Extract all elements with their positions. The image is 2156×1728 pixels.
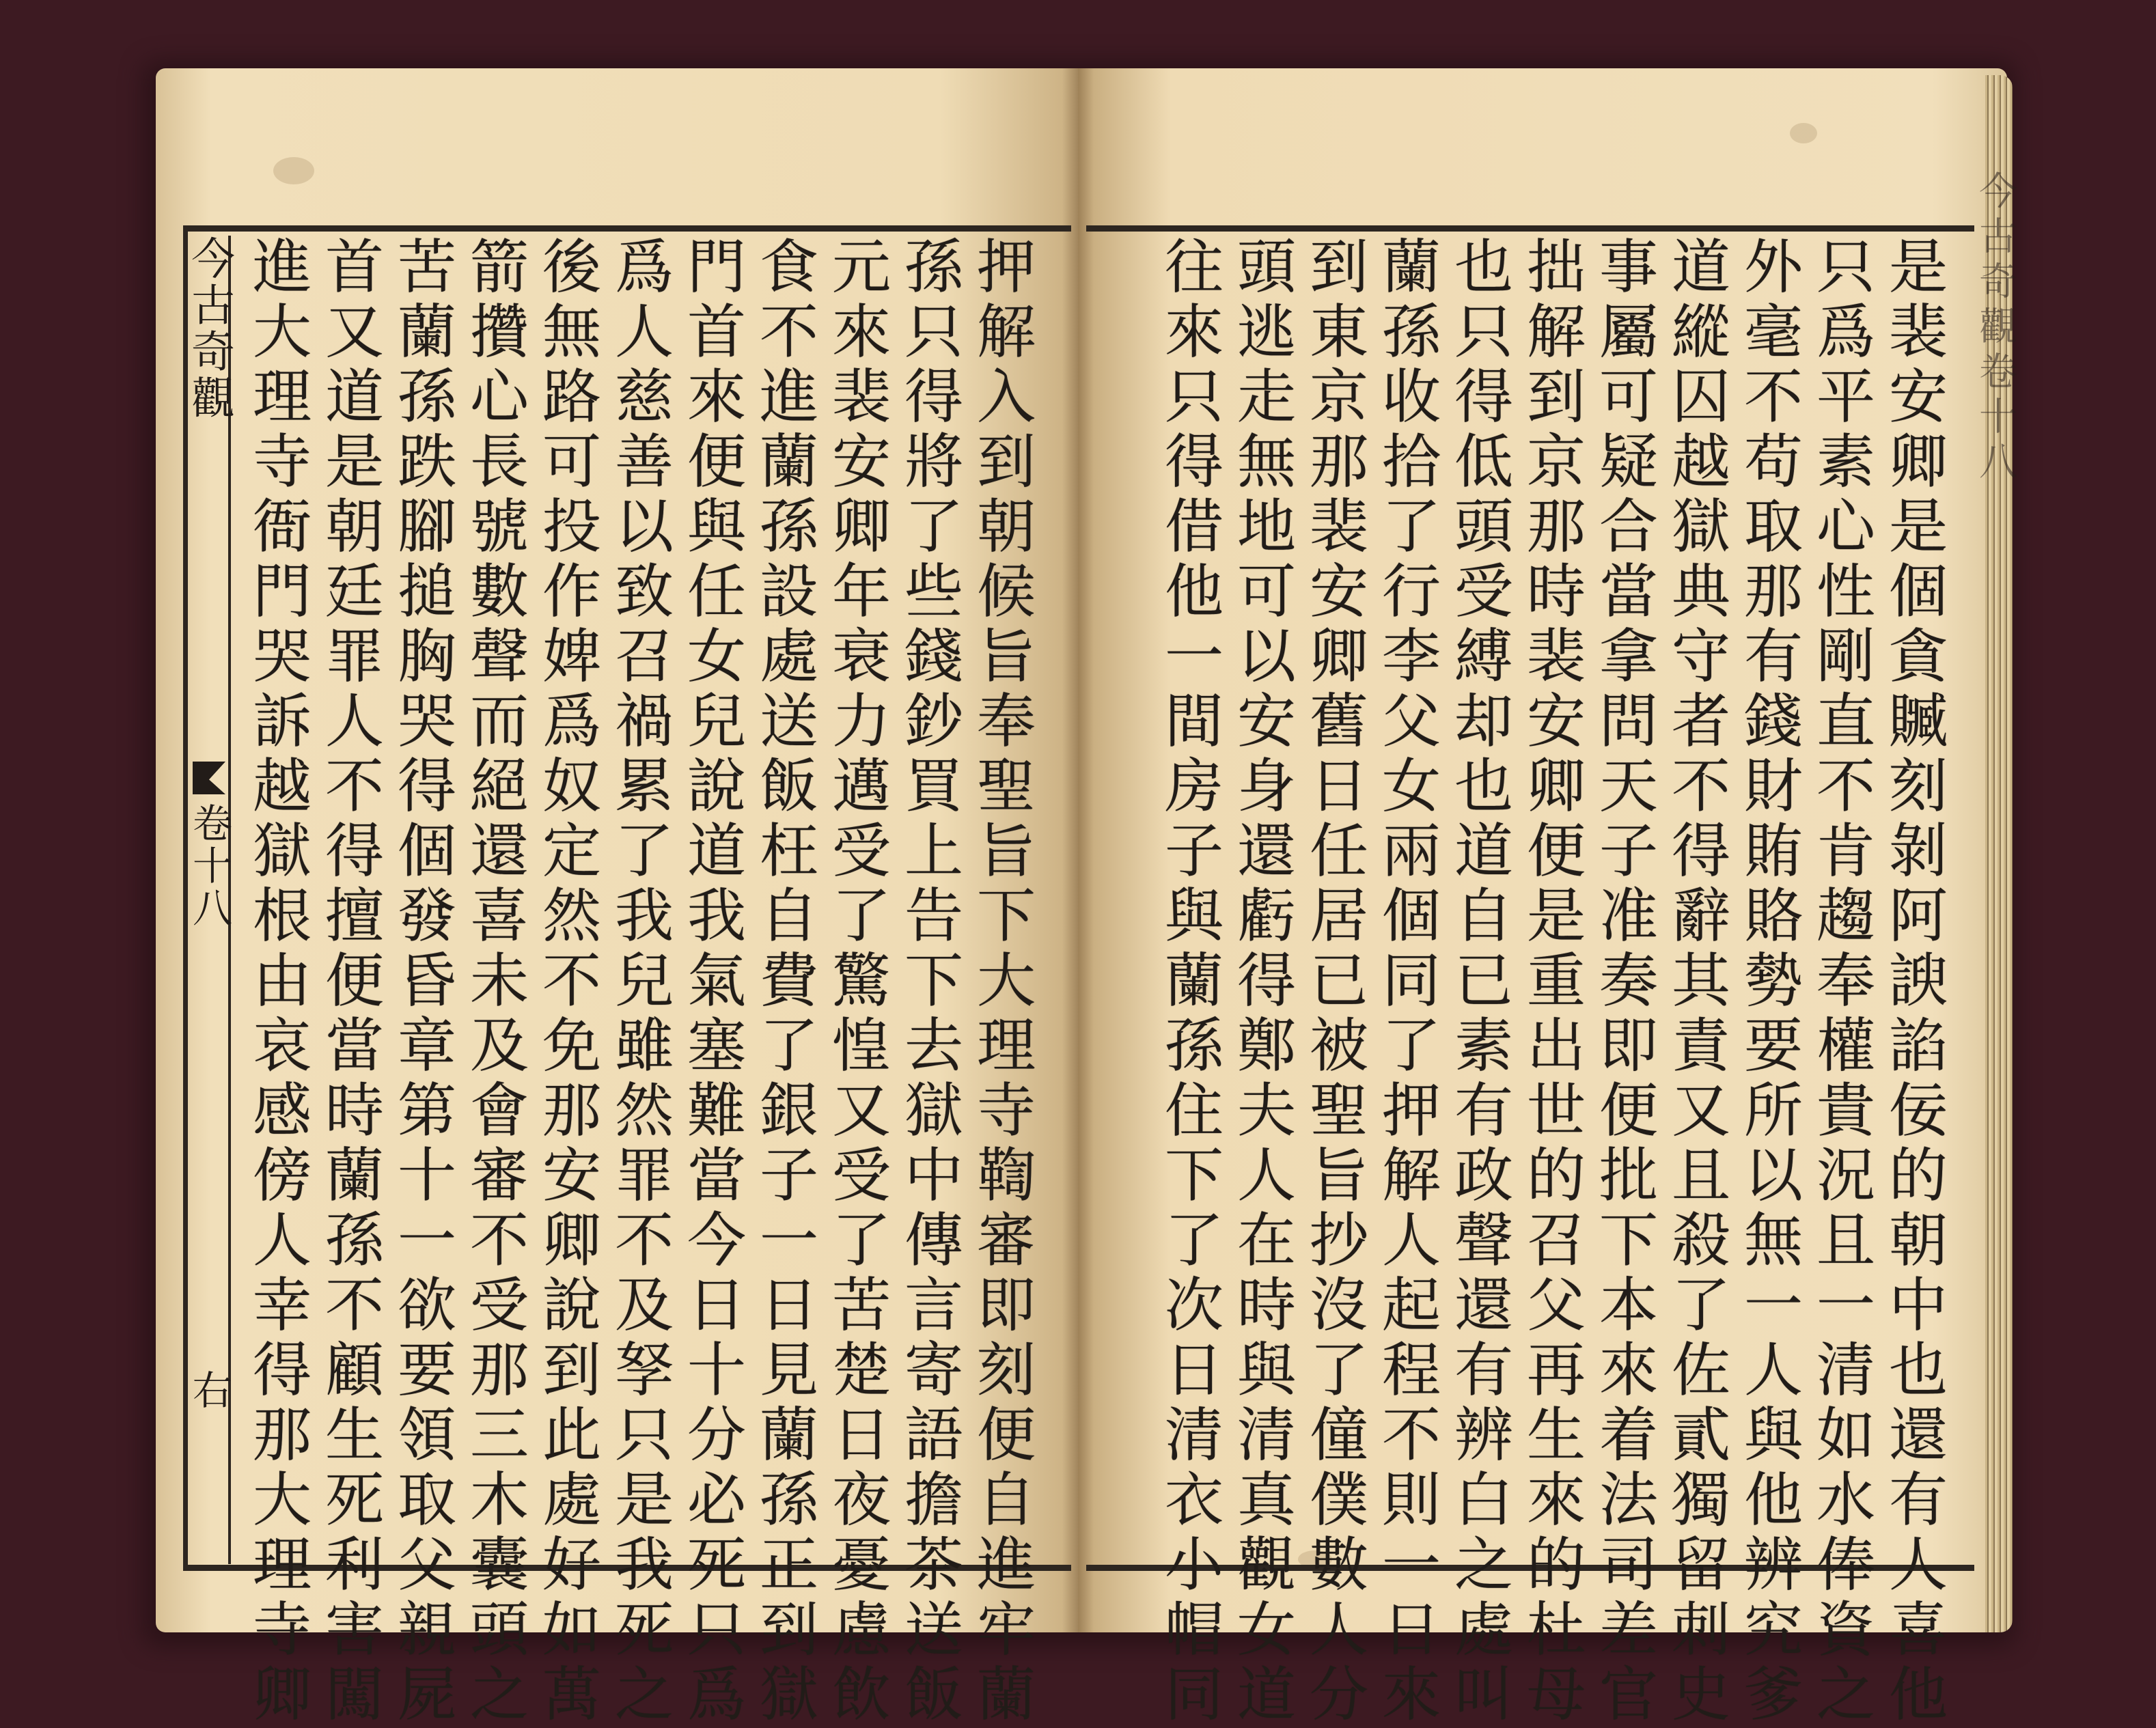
text-column: 門首來便與任女兒說道我氣塞難當今日十分必死只爲 (677, 236, 745, 1728)
banxin-margin (184, 236, 234, 1564)
text-column: 道縱囚越獄典守者不得辭其責又且殺了佐貳獨留刺史 (1661, 236, 1730, 1728)
text-column: 外毫不苟取那有錢財賄賂勢要所以無一人與他辨究爹 (1734, 236, 1802, 1728)
text-column: 首又道是朝廷罪人不得擅便當時蘭孫不顧生死利害闖 (315, 236, 383, 1728)
text-column: 後無路可投作婢爲奴定然不免那安卿說到此處好如萬 (532, 236, 600, 1728)
text-column: 頭逃走無地可以安身還虧得鄭夫人在時與清真觀女道 (1227, 236, 1295, 1728)
banxin-juan: 卷十八 (186, 803, 232, 930)
text-column: 只爲平素心性剛直不肯趨奉權貴況且一清如水俸資之 (1806, 236, 1875, 1728)
edge-column: 今古奇觀卷十八 (1973, 171, 2017, 486)
text-column: 也只得低頭受縛却也道自已素有政聲還有辨白之處叫 (1444, 236, 1512, 1728)
text-column: 拙解到京那時裴安卿便是重出世的召父再生來的杜母 (1517, 236, 1585, 1728)
text-column: 事屬可疑合當拿問天子准奏即便批下本來着法司差官 (1589, 236, 1657, 1728)
text-column: 孫只得將了些錢鈔買上告下去獄中傳言寄語擔茶送飯 (894, 236, 963, 1728)
text-column: 食不進蘭孫設處送飯枉自費了銀子一日見蘭孫正到獄 (749, 236, 818, 1728)
paper-stain (273, 157, 314, 184)
paper-stain (1790, 123, 1817, 143)
text-column: 押解入到朝候旨奉聖旨下大理寺鞫審即刻便自進牢蘭 (967, 236, 1035, 1728)
fish-tail-icon (193, 762, 225, 794)
text-column: 蘭孫收拾了行李父女兩個同了押解人起程不則一日來 (1372, 236, 1440, 1728)
text-column: 往來只得借他一間房子與蘭孫住下了次日清衣小帽同 (1155, 236, 1223, 1728)
text-column: 苦蘭孫跌腳搥胸哭得個發昏章第十一欲要領取父親屍 (387, 236, 456, 1728)
banxin-title: 今古奇觀 (184, 236, 234, 421)
banxin-page-number: 右 (186, 1369, 232, 1409)
text-column: 到東京那裴安卿舊日任居已被聖旨抄沒了僮僕數人分 (1299, 236, 1368, 1728)
text-column: 是裴安卿是個貪贓刻剝阿諛諂佞的朝中也還有人喜他 (1879, 236, 1947, 1728)
text-column: 進大理寺衙門哭訴越獄根由哀感傍人幸得那大理寺卿 (243, 236, 311, 1728)
text-column: 元來裴安卿年衰力邁受了驚惶又受了苦楚日夜憂慮飲 (822, 236, 890, 1728)
text-column: 箭攢心長號數聲而絕還喜未及會審不受那三木囊頭之 (460, 236, 528, 1728)
text-column: 爲人慈善以致召禍累了我兒雖然罪不及孥只是我死之 (605, 236, 673, 1728)
